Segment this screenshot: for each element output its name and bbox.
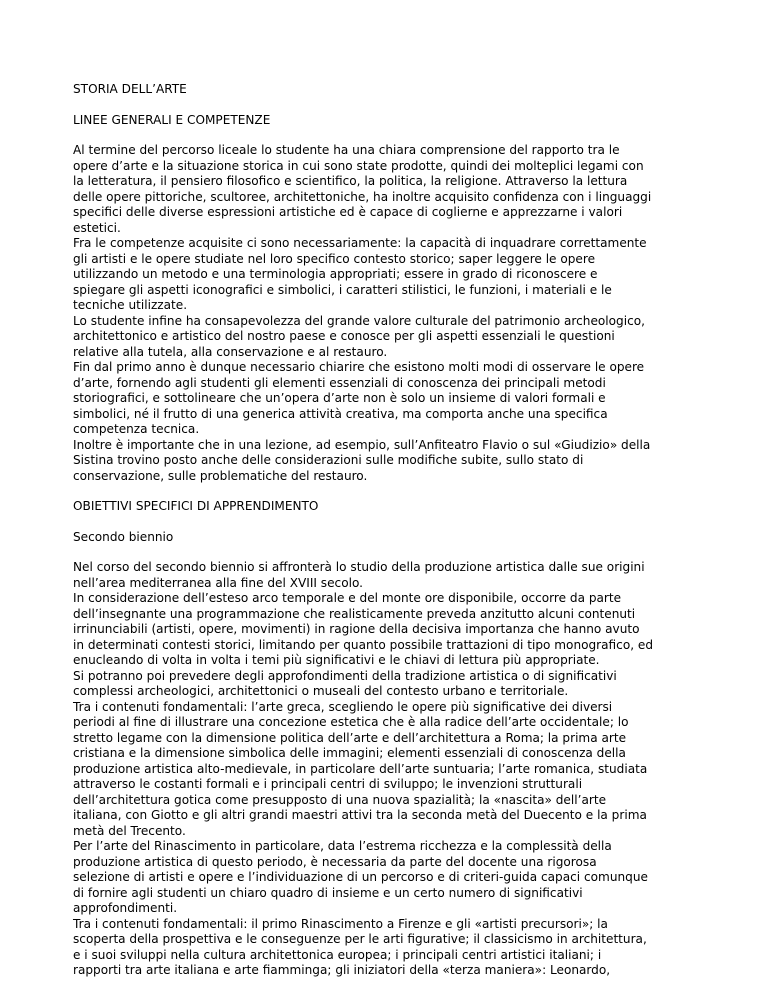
text-line: utilizzando un metodo e una terminologia appropriati; essere in grado di riconoscere e xyxy=(73,267,598,281)
text-line: Tra i contenuti fondamentali: il primo Rinascimento a Firenze e gli «artisti precursori»; la xyxy=(73,916,608,931)
paragraph xyxy=(73,560,698,591)
text-line: in determinati contesti storici, limitando per quanto possibile trattazioni di tipo monografico, ed xyxy=(73,637,654,652)
text-line: d’arte, fornendo agli studenti gli elementi essenziali di conoscenza dei principali metodi xyxy=(73,375,606,390)
text-line: estetici. xyxy=(73,220,121,235)
text-line: competenza tecnica. xyxy=(73,422,200,436)
text-line: opere d’arte e la situazione storica in cui sono state prodotte, quindi dei molteplici legami con xyxy=(73,158,644,173)
document-page xyxy=(73,82,698,979)
text-line: storiografici, e sottolineare che un’opera d’arte non è solo un insieme di valori formali e xyxy=(73,391,606,405)
text-line: conservazione, sulle problematiche del restauro. xyxy=(73,468,368,483)
text-line: dell’insegnante una programmazione che realisticamente preveda anzitutto alcuni contenuti xyxy=(73,606,636,621)
text-line: produzione artistica alto-medievale, in particolare dell’arte suntuaria; l’arte romanica, studiata xyxy=(73,761,648,776)
document-title: STORIA DELL’ARTE xyxy=(73,82,187,96)
paragraph xyxy=(73,360,698,438)
text-line: Lo studente infine ha consapevolezza del grande valore culturale del patrimonio archeologico, xyxy=(73,313,645,328)
section-heading-linee-generali: LINEE GENERALI E COMPETENZE xyxy=(73,112,271,127)
text-line: enucleando di volta in volta i temi più significativi e le chiavi di lettura più appropriate. xyxy=(73,653,600,667)
text-line: relative alla tutela, alla conservazione e al restauro. xyxy=(73,344,388,359)
paragraph xyxy=(73,591,698,669)
text-line: architettonico e artistico del nostro paese e conosce per gli aspetti essenziali le questioni xyxy=(73,329,615,343)
text-line: Sistina trovino posto anche delle considerazioni sulle modifiche subite, sullo stato di xyxy=(73,453,584,467)
subsection-heading-secondo-biennio: Secondo biennio xyxy=(73,529,174,544)
text-line: irrinunciabili (artisti, opere, movimenti) in ragione della decisiva importanza che hanno avuto xyxy=(73,622,640,636)
text-line: approfondimenti. xyxy=(73,901,178,915)
text-line: Tra i contenuti fondamentali: l’arte greca, scegliendo le opere più significative dei diversi xyxy=(73,699,613,714)
paragraph xyxy=(73,143,698,236)
text-line: delle opere pittoriche, scultoree, architettoniche, ha inoltre acquisito confidenza con i linguaggi xyxy=(73,189,652,204)
text-line: spiegare gli aspetti iconografici e simbolici, i caratteri stilistici, le funzioni, i materiali e le xyxy=(73,282,612,297)
paragraph xyxy=(73,438,698,485)
text-line: specifici delle diverse espressioni artistiche ed è capace di coglierne e apprezzarne i valori xyxy=(73,205,623,219)
text-line: e i suoi sviluppi nella cultura architettonica europea; i principali centri artistici italiani; i xyxy=(73,947,602,962)
text-line: gli artisti e le opere studiate nel loro specifico contesto storico; saper leggere le opere xyxy=(73,251,596,266)
text-line: Al termine del percorso liceale lo studente ha una chiara comprensione del rapporto tra le xyxy=(73,143,620,157)
text-line: di fornire agli studenti un chiaro quadro di insieme e un certo numero di significativi xyxy=(73,885,583,900)
paragraph xyxy=(73,669,698,700)
text-line: stretto legame con la dimensione politica dell’arte e dell’architettura a Roma; la prima arte xyxy=(73,730,627,745)
text-line: Nel corso del secondo biennio si affronterà lo studio della produzione artistica dalle sue origini xyxy=(73,560,645,574)
section-heading-obiettivi: OBIETTIVI SPECIFICI DI APPRENDIMENTO xyxy=(73,499,319,513)
text-line: selezione di artisti e opere e l’individuazione di un percorso e di criteri-guida capaci comunque xyxy=(73,870,648,884)
text-line: attraverso le costanti formali e i principali centri di sviluppo; le invenzioni strutturali xyxy=(73,777,583,791)
text-line: complessi archeologici, architettonici o museali del contesto urbano e territoriale. xyxy=(73,684,569,698)
text-line: la letteratura, il pensiero filosofico e scientifico, la politica, la religione. Attraverso la lettura xyxy=(73,174,628,188)
text-line: dell’architettura gotica come presupposto di una nuova spazialità; la «nascita» dell’arte xyxy=(73,792,607,807)
text-line: produzione artistica di questo periodo, è necessaria da parte del docente una rigorosa xyxy=(73,854,597,869)
paragraph xyxy=(73,700,698,840)
text-line: Fin dal primo anno è dunque necessario chiarire che esistono molti modi di osservare le opere xyxy=(73,360,645,374)
text-line: In considerazione dell’esteso arco temporale e del monte ore disponibile, occorre da parte xyxy=(73,591,622,605)
text-line: metà del Trecento. xyxy=(73,823,186,838)
text-line: italiana, con Giotto e gli altri grandi maestri attivi tra la seconda metà del Duecento e la prima xyxy=(73,808,647,822)
text-line: tecniche utilizzate. xyxy=(73,298,188,312)
text-line: scoperta della prospettiva e le conseguenze per le arti figurative; il classicismo in architettura, xyxy=(73,932,647,946)
text-line: simbolici, né il frutto di una generica attività creativa, ma comporta anche una specifica xyxy=(73,406,608,421)
paragraph xyxy=(73,839,698,917)
paragraph xyxy=(73,917,698,979)
text-line: nell’area mediterranea alla fine del XVIII secolo. xyxy=(73,575,363,590)
section-body-linee-generali xyxy=(73,143,698,484)
section-body-obiettivi xyxy=(73,560,698,979)
text-line: Per l’arte del Rinascimento in particolare, data l’estrema ricchezza e la complessità della xyxy=(73,839,612,853)
text-line: Inoltre è importante che in una lezione, ad esempio, sull’Anfiteatro Flavio o sul «Giudizio» della xyxy=(73,437,651,452)
text-line: cristiana e la dimensione simbolica delle immagini; elementi essenziali di conoscenza della xyxy=(73,746,626,760)
text-line: rapporti tra arte italiana e arte fiamminga; gli iniziatori della «terza maniera»: Leonardo, xyxy=(73,963,611,977)
paragraph xyxy=(73,236,698,314)
text-line: periodi al fine di illustrare una concezione estetica che è alla radice dell’arte occidentale; lo xyxy=(73,715,629,729)
text-line: Fra le competenze acquisite ci sono necessariamente: la capacità di inquadrare correttamente xyxy=(73,236,647,250)
paragraph xyxy=(73,314,698,361)
text-line: Si potranno poi prevedere degli approfondimenti della tradizione artistica o di significativi xyxy=(73,668,617,683)
